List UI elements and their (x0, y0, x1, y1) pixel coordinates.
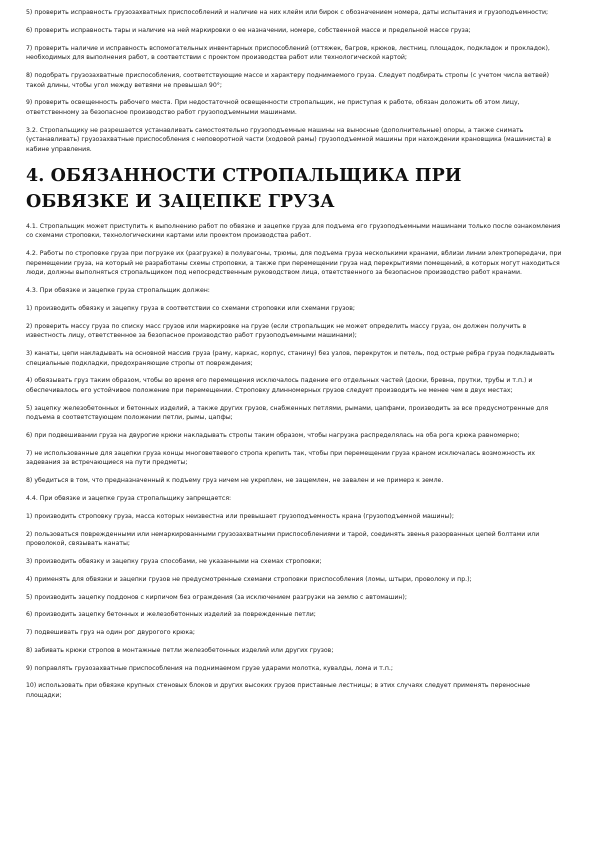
paragraph: 3.2. Стропальщику не разрешается устанавливать самостоятельно грузоподъемные машины на выносные (дополнительные) опоры, а также снимать (устанавливать) грузозахватные приспособления с неповоротной части (ходовой рамы) грузоподъемной машины при нахождении крановщика (машиниста) в кабине управления. (26, 126, 552, 153)
section-3-continuation (26, 8, 566, 154)
section-heading: 4. ОБЯЗАННОСТИ СТРОПАЛЬЩИКА ПРИ ОБВЯЗКЕ И ЗАЦЕПКЕ ГРУЗА (26, 165, 462, 212)
list-item: 7) не использованные для зацепки груза концы многоветвевого стропа крепить так, чтобы при перемещении груза краном исключалась возможность их задевания за встречающиеся на пути предметы; (26, 449, 536, 467)
list-item: 2) пользоваться поврежденными или немаркированными грузозахватными приспособлениями и тарой, соединять звенья разорванных цепей болтами или проволокой, связывать канаты; (26, 530, 540, 548)
list-item: 5) зацепку железобетонных и бетонных изделий, а также других грузов, снабженных петлями, рымами, цапфами, производить за все предусмотренные для подъема в соответствующем положении петли, рымы, цапфы; (26, 404, 549, 422)
list-item: 6) при подвешивании груза на двурогие крюки накладывать стропы таким образом, чтобы нагрузка распределялась на оба рога крюка равномерно; (26, 432, 520, 440)
list-item: 2) проверить массу груза по списку масс грузов или маркировке на грузе (если стропальщик не может определить массу груза, он должен получить в известность лицу, ответственное за безопасное производство работ грузоподъемными машинами); (26, 322, 527, 340)
section-4-body (26, 222, 566, 701)
document-body (26, 8, 566, 709)
list-item: 1) производить строповку груза, масса которых неизвестна или превышает грузоподъемность крана (грузоподъемной машины); (26, 512, 454, 520)
paragraph: 8) подобрать грузозахватные приспособления, соответствующие массе и характеру поднимаемого груза. Следует подбирать стропы (с учетом числа ветвей) такой длины, чтобы угол между ветвями не превышал 90°; (26, 71, 550, 89)
list-item: 5) производить зацепку поддонов с кирпичом без ограждения (за исключением разгрузки на землю с автомашин); (26, 593, 407, 601)
list-item: 4) обвязывать груз таким образом, чтобы во время его перемещения исключалось падение его отдельных частей (доски, бревна, прутки, трубы и т.п.) и обеспечивалось его устойчивое положение при перемещении. Строповку длинномерных грузов следует производить не менее чем в двух местах; (26, 377, 533, 394)
paragraph: 7) проверить наличие и исправность вспомогательных инвентарных приспособлений (оттяжек, багров, крюков, лестниц, площадок, подкладок и прокладок), необходимых для выполнения работ, в соответствии с проектом производства работ или технологической картой; (26, 44, 550, 62)
paragraph: 6) проверить исправность тары и наличие на ней маркировки о ее назначении, номере, собственной массе и предельной массе груза; (26, 26, 471, 34)
list-item: 3) канаты, цепи накладывать на основной массив груза (раму, каркас, корпус, станину) без узлов, перекруток и петель, под острые ребра груза подкладывать специальные подкладки, предохраняющие стропы от повреждения; (26, 349, 555, 367)
list-item: 3) производить обвязку и зацепку груза способами, не указанными на схемах строповки; (26, 557, 322, 565)
paragraph: 4.2. Работы по строповке груза при погрузке их (разгрузке) в полувагоны, трюмы, для подъема груза несколькими кранами, вблизи линии электропередачи, при перемещении груза, на который не разработаны схемы строповки, а также при перемещении груза над перекрытиями помещений, в которых могут находиться люди, должны выполняться стропальщиком под непосредственным руководством лица, ответственного за безопасное производство работ кранами. (26, 250, 562, 277)
list-item: 8) убедиться в том, что предназначенный к подъему груз ничем не укреплен, не защемлен, не завален и не примерз к земле. (26, 477, 444, 485)
list-item: 9) поправлять грузозахватные приспособления на поднимаемом грузе ударами молотка, кувалды, лома и т.п.; (26, 664, 393, 672)
list-item: 6) производить зацепку бетонных и железобетонных изделий за поврежденные петли; (26, 611, 316, 619)
paragraph: 4.3. При обвязке и зацепке груза стропальщик должен: (26, 287, 210, 294)
paragraph: 4.1. Стропальщик может приступить к выполнению работ по обвязке и зацепке груза для подъема его грузоподъемными машинами только после ознакомления со схемами строповки, технологическими картами или проектом производства работ. (26, 222, 561, 240)
list-item: 8) забивать крюки стропов в монтажные петли железобетонных изделий или других грузов; (26, 646, 334, 654)
paragraph: 4.4. При обвязке и зацепке груза стропальщику запрещается: (26, 495, 232, 502)
paragraph: 9) проверить освещенность рабочего места. При недостаточной освещенности стропальщик, не приступая к работе, обязан доложить об этом лицу, ответственному за безопасное производство работ грузоподъемными машинами. (26, 99, 520, 116)
list-item: 1) производить обвязку и зацепку груза в соответствии со схемами строповки или схемами грузов; (26, 304, 355, 312)
list-item: 4) применять для обвязки и зацепки грузов не предусмотренные схемами строповки приспособления (ломы, штыри, проволоку и пр.); (26, 575, 472, 583)
list-item: 7) подвешивать груз на один рог двурогого крюка; (26, 629, 195, 637)
paragraph: 5) проверить исправность грузозахватных приспособлений и наличие на них клейм или бирок с обозначением номера, даты испытания и грузоподъемности; (26, 9, 549, 16)
list-item: 10) использовать при обвязке крупных стеновых блоков и других высоких грузов приставные лестницы; в этих случаях следует применять переносные площадки; (26, 682, 531, 699)
